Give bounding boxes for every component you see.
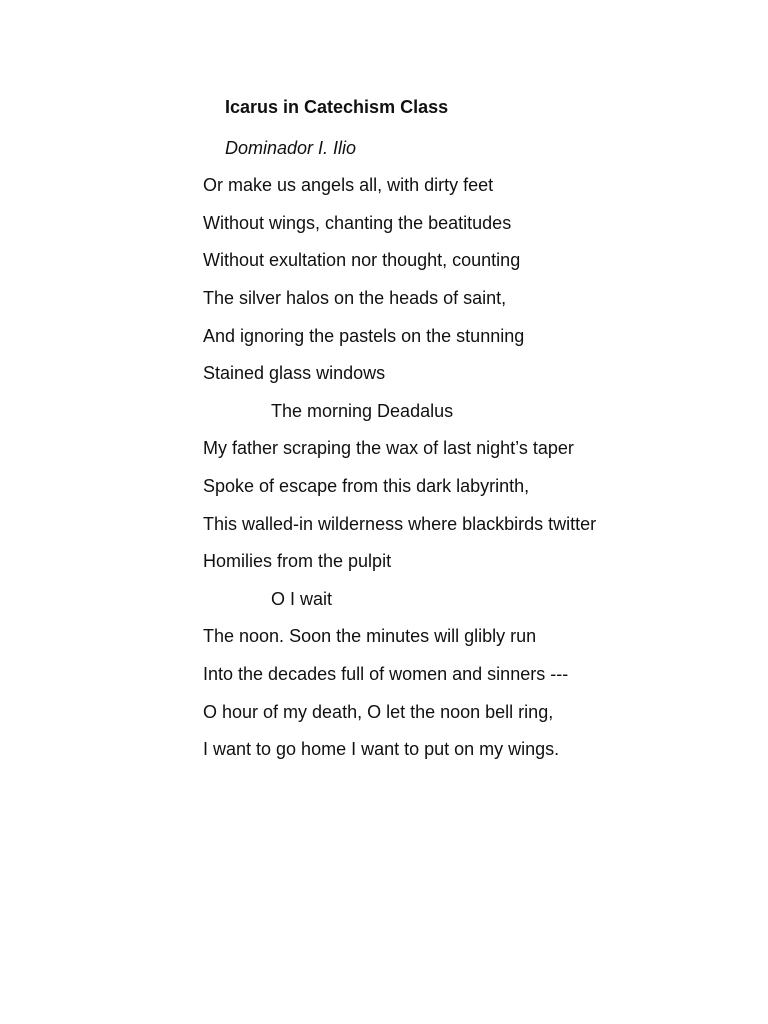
poem-line-indented: O I wait xyxy=(271,588,333,609)
poem-title: Icarus in Catechism Class xyxy=(225,97,449,117)
poem-line: Without exultation nor thought, counting xyxy=(203,250,521,271)
poem-line: Stained glass windows xyxy=(203,363,386,384)
poem-line: This walled-in wilderness where blackbirds twitter xyxy=(203,513,597,534)
poem-author: Dominador I. Ilio xyxy=(225,137,357,158)
poem-line: I want to go home I want to put on my wings. xyxy=(203,739,560,760)
poem-line-indented: The morning Deadalus xyxy=(271,400,454,421)
poem-line: O hour of my death, O let the noon bell ring, xyxy=(203,701,554,722)
poem-line: Spoke of escape from this dark labyrinth, xyxy=(203,475,530,496)
poem-line: Homilies from the pulpit xyxy=(203,551,392,572)
poem-line: The silver halos on the heads of saint, xyxy=(203,287,507,308)
poem-line: My father scraping the wax of last night’s taper xyxy=(203,438,574,459)
poem-line: Without wings, chanting the beatitudes xyxy=(203,212,512,233)
poem-line: And ignoring the pastels on the stunning xyxy=(203,325,525,346)
poem-line: The noon. Soon the minutes will glibly run xyxy=(203,626,537,647)
poem-line: Into the decades full of women and sinners --- xyxy=(203,663,569,684)
poem xyxy=(203,92,723,769)
poem-line: Or make us angels all, with dirty feet xyxy=(203,175,494,196)
